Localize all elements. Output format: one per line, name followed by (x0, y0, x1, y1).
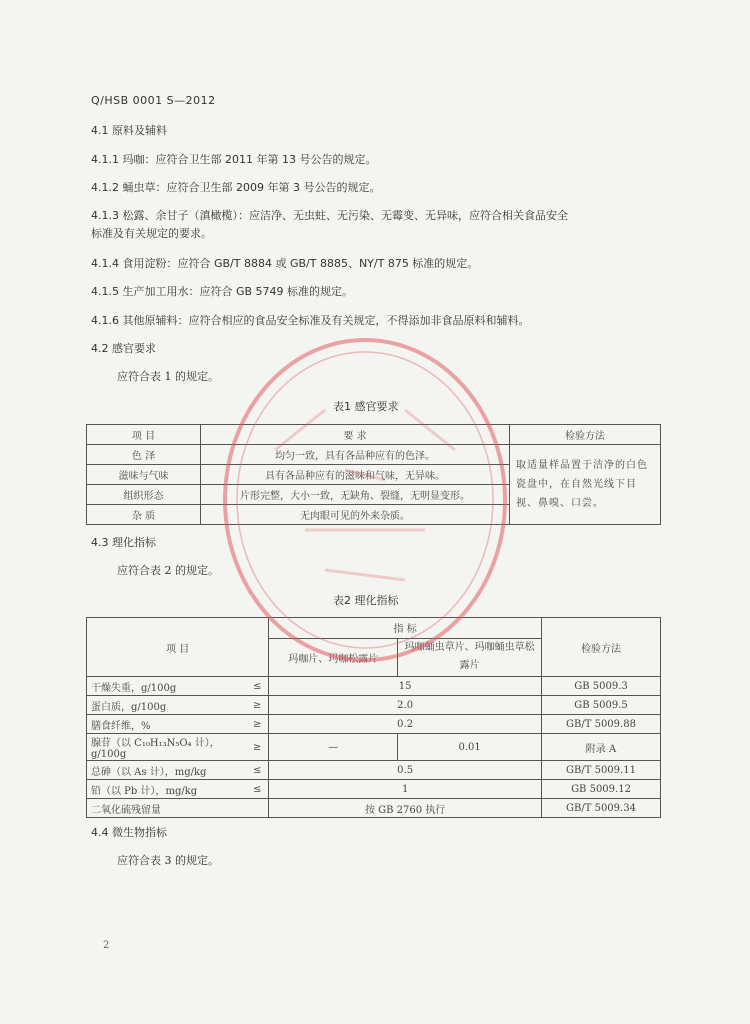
clause-4-1-2: 4.1.2 蛹虫草：应符合卫生部 2009 年第 3 号公告的规定。 (91, 181, 381, 194)
method-cell: 取适量样品置于洁净的白色瓷盘中，在自然光线下目视、鼻嗅、口尝。 (510, 445, 661, 525)
row-item: 蛋白质，g/100g (87, 696, 247, 715)
header-requirement: 要 求 (201, 425, 510, 445)
row-value: 2.0 (269, 696, 542, 715)
row-item: 干燥失重，g/100g (87, 677, 247, 696)
section-4-3-heading: 4.3 理化指标 (91, 536, 156, 549)
table-header-row (87, 425, 661, 445)
row-item: 腺苷（以 C₁₀H₁₃N₅O₄ 计），g/100g (87, 734, 247, 761)
section-4-1-heading: 4.1 原料及辅料 (91, 124, 167, 137)
table1-caption: 表1 感官要求 (333, 400, 399, 413)
header-method: 检验方法 (542, 618, 661, 677)
row-item: 膳食纤维，% (87, 715, 247, 734)
clause-4-1-4: 4.1.4 食用淀粉：应符合 GB/T 8884 或 GB/T 8885、NY/T 875 标准的规定。 (91, 257, 479, 270)
table2-caption: 表2 理化指标 (333, 594, 399, 607)
row-requirement: 均匀一致，具有各品种应有的色泽。 (201, 445, 510, 465)
table-row (87, 734, 661, 761)
section-4-3-body: 应符合表 2 的规定。 (117, 564, 219, 577)
section-4-4-body: 应符合表 3 的规定。 (117, 854, 219, 867)
clause-4-1-1: 4.1.1 玛咖：应符合卫生部 2011 年第 13 号公告的规定。 (91, 153, 377, 166)
row-method: GB 5009.3 (542, 677, 661, 696)
row-method: GB 5009.5 (542, 696, 661, 715)
header-method: 检验方法 (510, 425, 661, 445)
header-index: 指 标 (269, 618, 542, 639)
sensory-requirements-table (86, 424, 661, 525)
row-requirement: 具有各品种应有的滋味和气味，无异味。 (201, 465, 510, 485)
row-item: 二氧化硫残留量 (87, 799, 247, 818)
header-col-maca-cordyceps: 玛咖蛹虫草片、玛咖蛹虫草松露片 (398, 638, 542, 676)
row-value: 0.2 (269, 715, 542, 734)
page-number: 2 (103, 940, 110, 951)
clause-4-1-3-line2: 标准及有关规定的要求。 (91, 227, 212, 240)
row-requirement: 无肉眼可见的外来杂质。 (201, 505, 510, 525)
table-row (87, 715, 661, 734)
table-row (87, 445, 661, 465)
row-method: GB/T 5009.34 (542, 799, 661, 818)
row-operator: ≥ (246, 734, 269, 761)
row-item: 色 泽 (87, 445, 201, 465)
section-4-2-body: 应符合表 1 的规定。 (117, 370, 219, 383)
row-value: 1 (269, 780, 542, 799)
row-method: GB/T 5009.11 (542, 761, 661, 780)
row-value: 0.5 (269, 761, 542, 780)
row-operator: ≤ (246, 780, 269, 799)
row-item: 杂 质 (87, 505, 201, 525)
row-item: 总砷（以 As 计），mg/kg (87, 761, 247, 780)
row-value-cordyceps: 0.01 (398, 734, 542, 761)
row-operator (246, 799, 269, 818)
section-4-2-heading: 4.2 感官要求 (91, 342, 156, 355)
row-operator: ≤ (246, 677, 269, 696)
physicochemical-table (86, 617, 661, 818)
row-method: 附录 A (542, 734, 661, 761)
row-operator: ≥ (246, 715, 269, 734)
header-col-maca: 玛咖片、玛咖松露片 (269, 638, 398, 676)
header-item: 项 目 (87, 425, 201, 445)
row-requirement: 片形完整，大小一致，无缺角、裂缝，无明显变形。 (201, 485, 510, 505)
header-item: 项 目 (87, 618, 269, 677)
table-row (87, 780, 661, 799)
table-row (87, 761, 661, 780)
row-operator: ≥ (246, 696, 269, 715)
table-row (87, 799, 661, 818)
section-4-4-heading: 4.4 微生物指标 (91, 826, 167, 839)
table-row (87, 696, 661, 715)
row-method: GB/T 5009.88 (542, 715, 661, 734)
table-header-row (87, 618, 661, 639)
row-value: 15 (269, 677, 542, 696)
row-value-maca: — (269, 734, 398, 761)
document-code-header: Q/HSB 0001 S—2012 (91, 94, 216, 107)
row-item: 滋味与气味 (87, 465, 201, 485)
row-item: 铅（以 Pb 计），mg/kg (87, 780, 247, 799)
row-method: GB 5009.12 (542, 780, 661, 799)
clause-4-1-3-line1: 4.1.3 松露、余甘子（滇橄榄）：应洁净、无虫蛀、无污染、无霉变、无异味，应符合相关食品安全 (91, 209, 568, 222)
table-row (87, 677, 661, 696)
row-operator: ≤ (246, 761, 269, 780)
row-item: 组织形态 (87, 485, 201, 505)
clause-4-1-6: 4.1.6 其他原辅料：应符合相应的食品安全标准及有关规定，不得添加非食品原料和辅料。 (91, 314, 530, 327)
clause-4-1-5: 4.1.5 生产加工用水：应符合 GB 5749 标准的规定。 (91, 285, 354, 298)
row-value: 按 GB 2760 执行 (269, 799, 542, 818)
